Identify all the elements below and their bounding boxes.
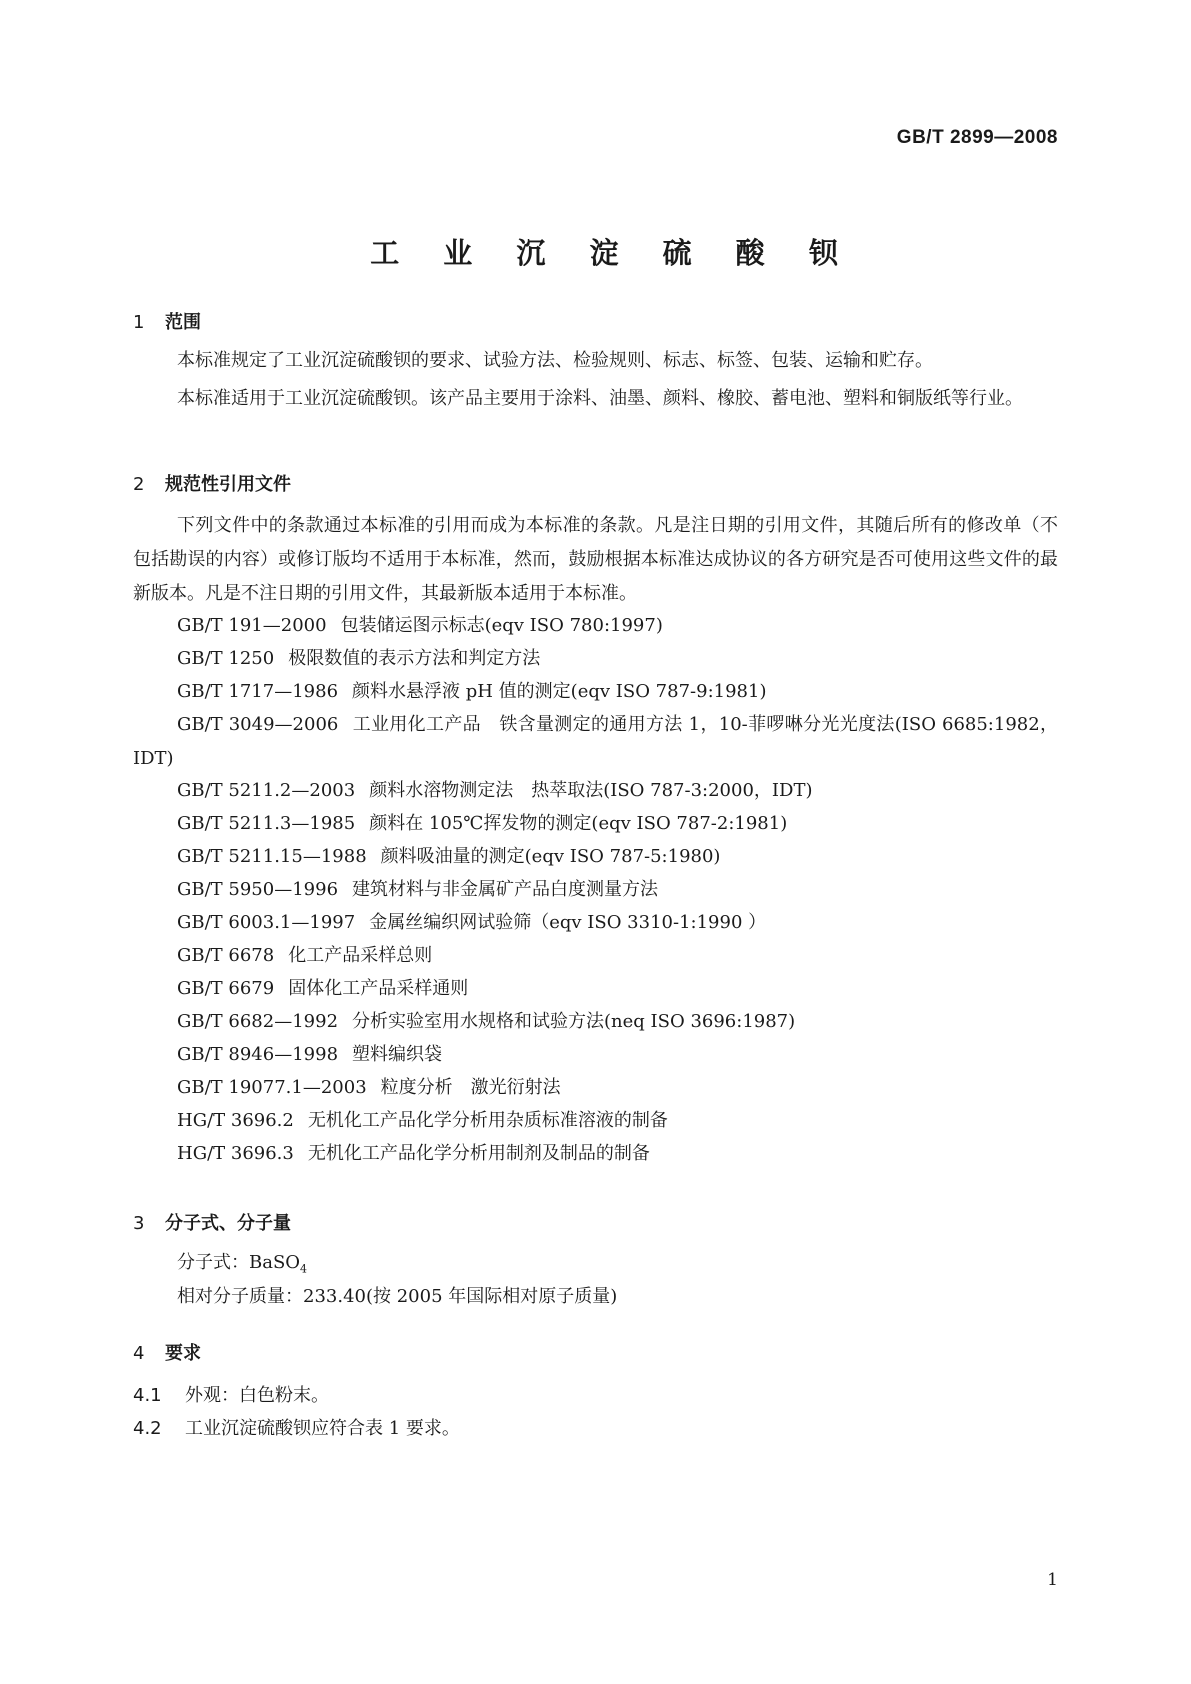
reference-code: GB/T 6682—1992 [177,1011,339,1032]
reference-code: GB/T 5950—1996 [177,879,339,900]
reference-title: 颜料吸油量的测定(eqv ISO 787-5:1980) [380,846,721,867]
reference-code: HG/T 3696.3 [177,1143,294,1164]
section-title: 要求 [165,1343,201,1364]
reference-item [177,1137,650,1171]
reference-code: GB/T 191—2000 [177,615,327,636]
molecular-mass: 相对分子质量：233.40(按 2005 年国际相对原子质量) [177,1286,618,1307]
reference-item [177,840,720,874]
reference-title: 化工产品采样总则 [288,945,433,966]
reference-title: 固体化工产品采样通则 [288,978,469,999]
reference-title: 粒度分析 激光衍射法 [380,1077,561,1098]
standard-code: GB/T 2899—2008 [896,127,1058,148]
section-number: 4 [133,1343,145,1364]
reference-item [177,1038,442,1072]
section-3-heading [133,1209,291,1235]
section-1-heading [133,308,201,334]
reference-item [177,774,812,808]
reference-item [177,972,468,1006]
reference-title: 颜料水溶物测定法 热萃取法(ISO 787-3:2000，IDT) [369,780,813,801]
reference-title: 极限数值的表示方法和判定方法 [288,648,541,669]
section-number: 1 [133,312,145,333]
reference-code: GB/T 5211.15—1988 [177,846,367,867]
reference-code: GB/T 1717—1986 [177,681,339,702]
reference-item [177,1005,795,1039]
item-number: 4.2 [133,1418,162,1439]
section-2-heading [133,470,291,496]
section-number: 2 [133,474,145,495]
section-number: 3 [133,1213,145,1234]
section-title: 分子式、分子量 [165,1213,291,1234]
reference-code: GB/T 19077.1—2003 [177,1077,367,1098]
reference-code: GB/T 6679 [177,978,275,999]
reference-title: 颜料水悬浮液 pH 值的测定(eqv ISO 787-9:1981) [352,681,767,702]
reference-item [177,609,663,643]
reference-item [177,906,766,940]
reference-item [177,807,787,841]
reference-item [177,642,540,676]
reference-code: GB/T 5211.3—1985 [177,813,356,834]
formula-text: 分子式：BaSO [177,1252,301,1273]
section-title: 规范性引用文件 [165,474,291,495]
reference-item [177,873,658,907]
reference-code: GB/T 6003.1—1997 [177,912,356,933]
reference-title: 塑料编织袋 [352,1044,443,1065]
page-number: 1 [1047,1570,1058,1590]
reference-title: 无机化工产品化学分析用杂质标准溶液的制备 [307,1110,668,1131]
reference-item [177,675,766,709]
reference-title: 颜料在 105℃挥发物的测定(eqv ISO 787-2:1981) [369,813,788,834]
reference-code: GB/T 3049—2006 [177,714,339,735]
reference-code: GB/T 1250 [177,648,275,669]
reference-code: HG/T 3696.2 [177,1110,294,1131]
section-4-heading [133,1339,201,1365]
reference-code: GB/T 6678 [177,945,275,966]
item-text: 工业沉淀硫酸钡应符合表 1 要求。 [185,1418,460,1439]
item-number: 4.1 [133,1385,162,1406]
reference-title: 工业用化工产品 铁含量测定的通用方法 1，10-菲啰啉分光光度法(ISO 6685:1982，IDT) [133,714,1059,769]
reference-item [177,1071,561,1105]
reference-title: 建筑材料与非金属矿产品白度测量方法 [352,879,659,900]
reference-item [133,708,1058,776]
molecular-formula [177,1248,307,1276]
references-intro: 下列文件中的条款通过本标准的引用而成为本标准的条款。凡是注日期的引用文件，其随后所有的修改单（不包括勘误的内容）或修订版均不适用于本标准，然而，鼓励根据本标准达成协议的各方研究是否可使用这些文件的最新版本。凡是不注日期的引用文件，其最新版本适用于本标准。 [133,515,1058,604]
reference-title: 无机化工产品化学分析用制剂及制品的制备 [307,1143,650,1164]
item-text: 外观：白色粉末。 [185,1385,329,1406]
requirement-item [133,1381,329,1407]
requirement-item [133,1414,460,1440]
reference-item [177,1104,668,1138]
reference-item [177,939,432,973]
reference-code: GB/T 5211.2—2003 [177,780,356,801]
section-title: 范围 [165,312,201,333]
scope-paragraph-2: 本标准适用于工业沉淀硫酸钡。该产品主要用于涂料、油墨、颜料、橡胶、蓄电池、塑料和铜版纸等行业。 [177,388,1023,409]
reference-code: GB/T 8946—1998 [177,1044,339,1065]
formula-subscript: 4 [300,1262,308,1276]
reference-title: 分析实验室用水规格和试验方法(neq ISO 3696:1987) [352,1011,796,1032]
reference-title: 金属丝编织网试验筛（eqv ISO 3310-1:1990 ） [369,912,767,933]
document-title: 工 业 沉 淀 硫 酸 钡 [370,236,855,270]
reference-title: 包装储运图示标志(eqv ISO 780:1997) [340,615,663,636]
scope-paragraph-1: 本标准规定了工业沉淀硫酸钡的要求、试验方法、检验规则、标志、标签、包装、运输和贮存。 [177,350,933,371]
